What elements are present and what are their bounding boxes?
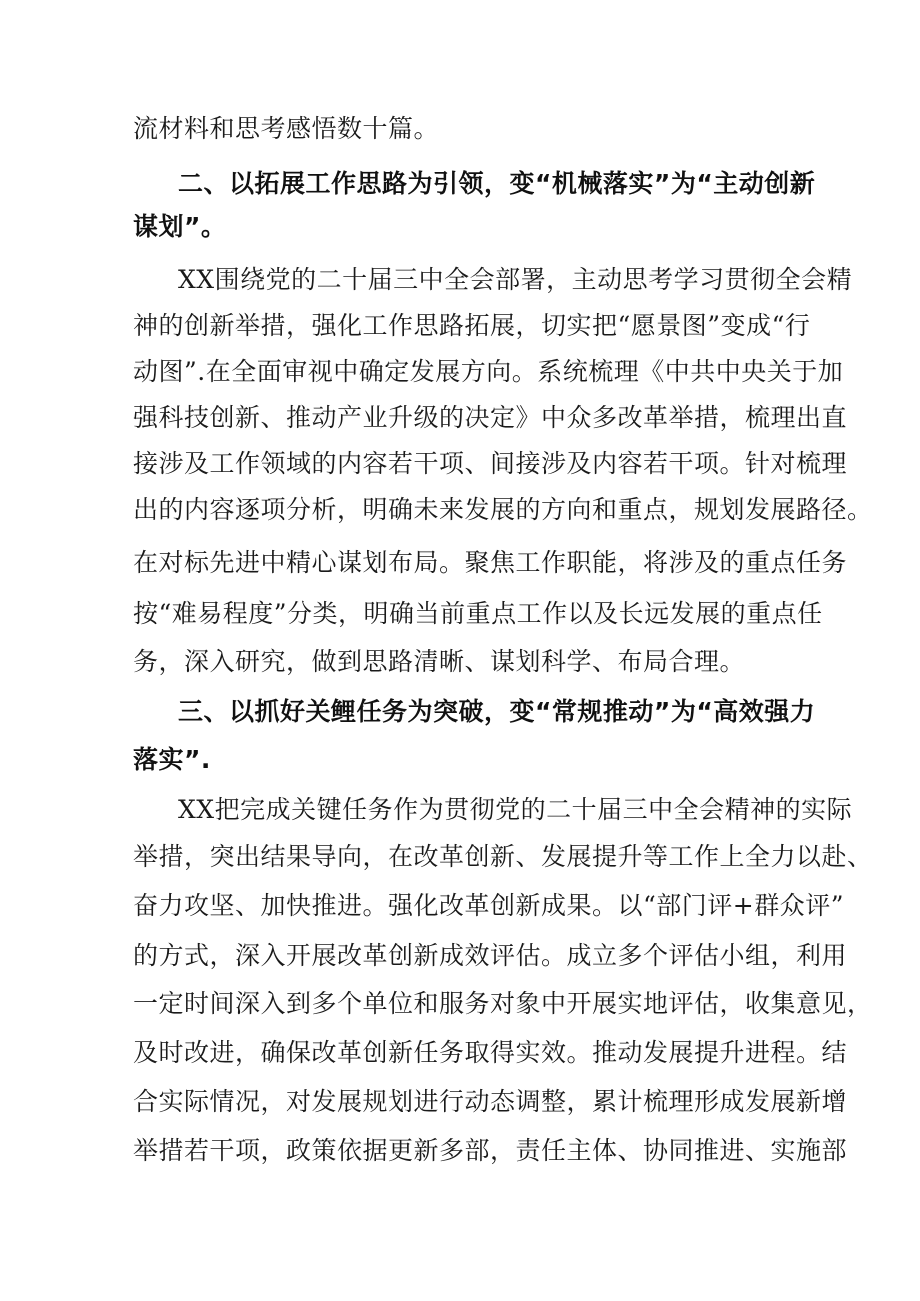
section-heading: 落实”. (133, 745, 211, 774)
text-line: 务，深入研究，做到思路清晰、谋划科学、布局合理。 (133, 647, 746, 676)
text-line: 出的内容逐项分析，明确未来发展的方向和重点，规划发展路径。 (133, 495, 873, 524)
text-line: 按“难易程度”分类，明确当前重点工作以及长远发展的重点任 (133, 599, 823, 628)
section-heading: 三、以抓好关鲤任务为突破，变“常规推动”为“高效强力 (178, 697, 816, 726)
text-line: 奋力攻坚、加快推进。强化改革创新成果。以“部门评+群众评” (133, 891, 845, 920)
text-line: XX把完成关键任务作为贯彻党的二十届三中全会精神的实际 (178, 795, 853, 824)
text-line: 举措若干项，政策依据更新多部，责任主体、协同推进、实施部 (133, 1136, 848, 1165)
text-line: 接涉及工作领域的内容若干项、间接涉及内容若干项。针对梳理 (133, 449, 848, 478)
text-line: 举措，突出结果导向，在改革创新、发展提升等工作上全力以赴、 (133, 842, 873, 871)
text-line: 流材料和思考感悟数十篇。 (133, 114, 440, 143)
text-line: 的方式，深入开展改革创新成效评估。成立多个评估小组，利用 (133, 941, 848, 970)
text-line: XX围绕党的二十届三中全会部署，主动思考学习贯彻全会精 (178, 265, 853, 294)
text-line: 合实际情况，对发展规划进行动态调整，累计梳理形成发展新增 (133, 1087, 848, 1116)
text-line: 神的创新举措，强化工作思路拓展，切实把“愿景图”变成“行 (133, 311, 811, 340)
text-line: 在对标先进中精心谋划布局。聚焦工作职能，将涉及的重点任务 (133, 548, 848, 577)
text-line: 一定时间深入到多个单位和服务对象中开展实地评估，收集意见， (133, 989, 873, 1018)
section-heading: 谋划”。 (133, 212, 227, 241)
text-line: 及时改进，确保改革创新任务取得实效。推动发展提升进程。结 (133, 1038, 848, 1067)
section-heading: 二、以拓展工作思路为引领，变“机械落实”为“主动创新 (178, 169, 816, 198)
text-line: 动图”.在全面审视中确定发展方向。系统梳理《中共中央关于加 (133, 357, 844, 386)
text-line: 强科技创新、推动产业升级的决定》中众多改革举措，梳理出直 (133, 403, 848, 432)
